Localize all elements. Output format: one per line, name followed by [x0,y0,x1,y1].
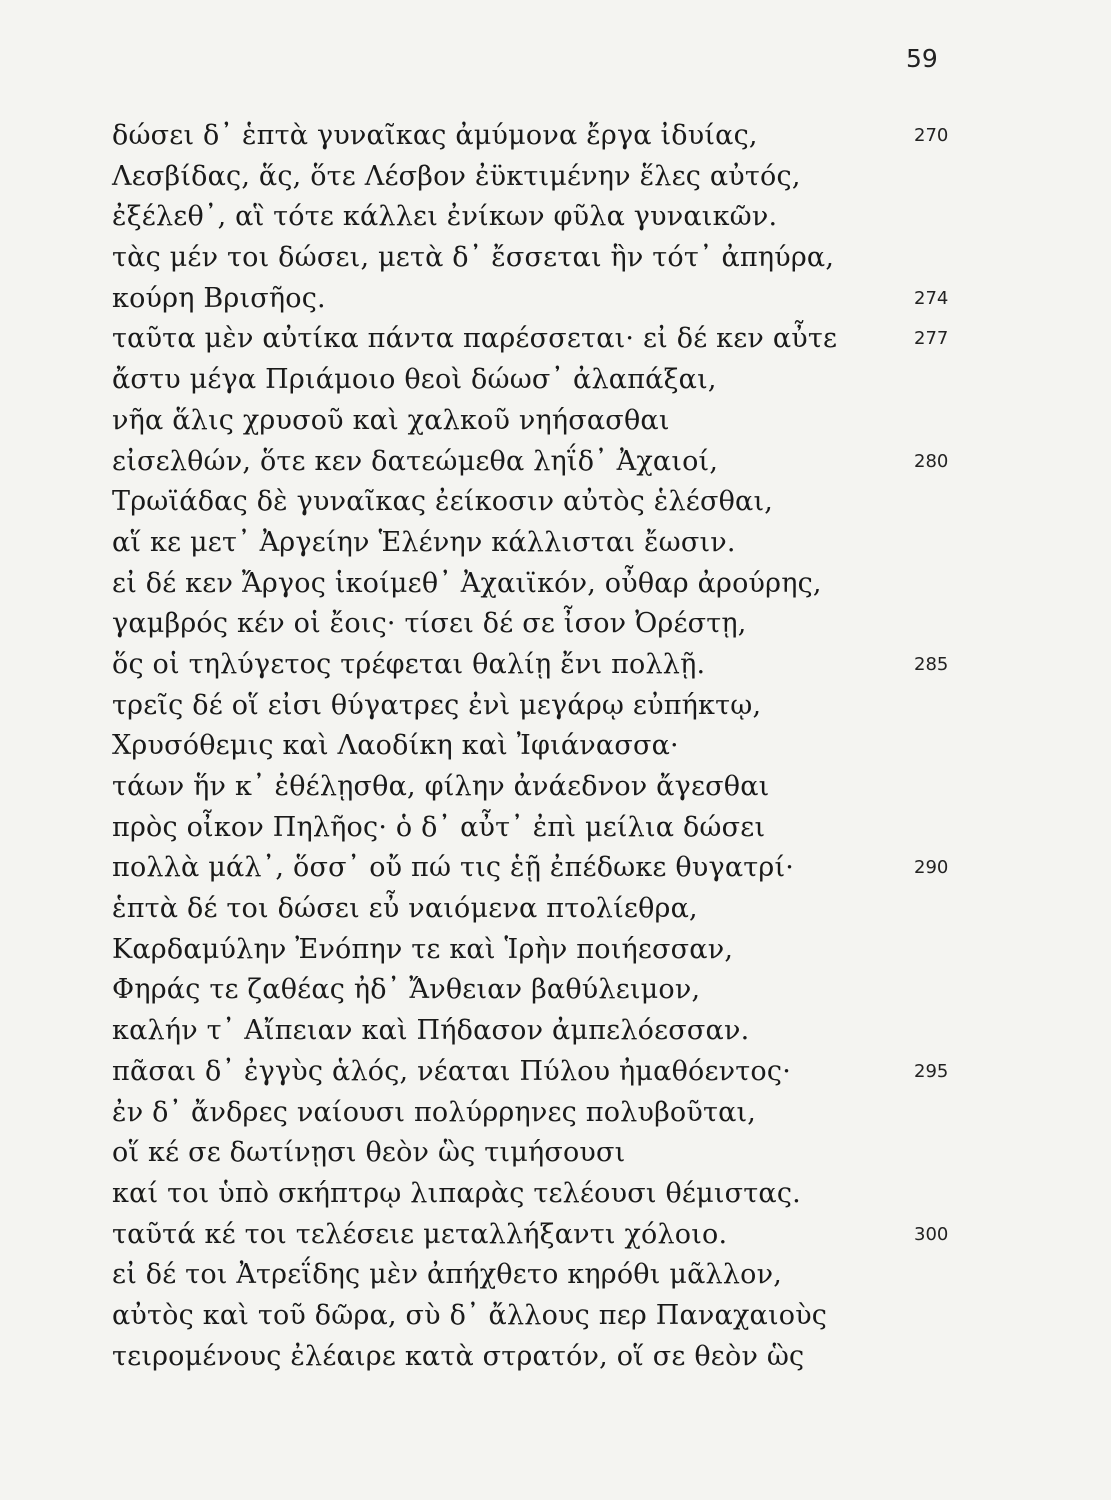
verse-line [112,564,962,605]
verse-text: νῆα ἅλις χρυσοῦ καὶ χαλκοῦ νηήσασθαι [112,404,670,436]
line-number: 285 [914,653,949,675]
verse-text: πολλὰ μάλ᾽, ὅσσ᾽ οὔ πώ τις ἑῇ ἐπέδωκε θυγατρί· [112,852,795,884]
verse-text: Χρυσόθεμις καὶ Λαοδίκη καὶ Ἰφιάνασσα· [112,730,679,762]
verse-text: ἄστυ μέγα Πριάμοιο θεοὶ δώωσ᾽ ἀλαπάξαι, [112,364,717,396]
verse-text: Φηράς τε ζαθέας ἠδ᾽ Ἄνθειαν βαθύλειμον, [112,974,701,1006]
verse-text: ταῦτα μὲν αὐτίκα πάντα παρέσσεται· εἰ δέ κεν αὖτε [112,323,838,355]
verse-line [112,1093,962,1134]
line-number: 300 [914,1223,949,1245]
verse-line [112,1337,962,1378]
verse-line [112,1174,962,1215]
verse-text: Καρδαμύλην Ἐνόπην τε καὶ Ἱρὴν ποιήεσσαν, [112,933,734,965]
line-number: 280 [914,450,949,472]
verse-text: γαμβρός κέν οἱ ἔοις· τίσει δέ σε ἶσον Ὀρέστῃ, [112,608,747,640]
verse-text: αἵ κε μετ᾽ Ἀργείην Ἑλένην κάλλισται ἔωσιν. [112,526,736,558]
verse-line [112,401,962,442]
page-number: 59 [906,44,938,73]
verse-text: τρεῖς δέ οἵ εἰσι θύγατρες ἐνὶ μεγάρῳ εὐπήκτῳ, [112,689,762,721]
verse-line [112,889,962,930]
line-number: 277 [914,328,949,350]
verse-line [112,848,962,889]
verse-line [112,1255,962,1296]
verse-line [112,930,962,971]
verse-text: τειρομένους ἐλέαιρε κατὰ στρατόν, οἵ σε θεὸν ὣς [112,1340,805,1372]
verse-text: τὰς μέν τοι δώσει, μετὰ δ᾽ ἔσσεται ἣν τότ᾽ ἀπηύρα, [112,242,835,274]
verse-line [112,279,962,320]
verse-line [112,1215,962,1256]
verse-text: Λεσβίδας, ἅς, ὅτε Λέσβον ἐϋκτιμένην ἕλες αὐτός, [112,160,801,192]
verse-line [112,482,962,523]
verse-text: ἐν δ᾽ ἄνδρες ναίουσι πολύρρηνες πολυβοῦται, [112,1096,757,1128]
verse-text: κούρη Βρισῆος. [112,282,326,314]
verse-line [112,238,962,279]
verse-line [112,604,962,645]
verse-line [112,1052,962,1093]
line-number: 295 [914,1060,949,1082]
verse-line [112,360,962,401]
verse-text: εἰ δέ κεν Ἄργος ἱκοίμεθ᾽ Ἀχαιϊκόν, οὖθαρ ἀρούρης, [112,567,822,599]
verse-text: πρὸς οἶκον Πηλῆος· ὁ δ᾽ αὖτ᾽ ἐπὶ μείλια δώσει [112,811,766,843]
verse-text: οἵ κέ σε δωτίνῃσι θεὸν ὣς τιμήσουσι [112,1137,626,1169]
verse-text: καλήν τ᾽ Αἴπειαν καὶ Πήδασον ἀμπελόεσσαν. [112,1015,750,1047]
verse-line [112,808,962,849]
verse-line [112,970,962,1011]
verse-line [112,1011,962,1052]
verse-line [112,1133,962,1174]
verse-line [112,442,962,483]
verse-text: καί τοι ὑπὸ σκήπτρῳ λιπαρὰς τελέουσι θέμιστας. [112,1177,801,1209]
verse-line [112,319,962,360]
verse-line [112,523,962,564]
verse-line [112,686,962,727]
verse-text: δώσει δ᾽ ἑπτὰ γυναῖκας ἀμύμονα ἔργα ἰδυίας, [112,120,758,151]
verse-text: αὐτὸς καὶ τοῦ δῶρα, σὺ δ᾽ ἄλλους περ Παναχαιοὺς [112,1299,828,1331]
verse-line [112,767,962,808]
verse-block [112,116,962,1377]
verse-text: ὅς οἱ τηλύγετος τρέφεται θαλίῃ ἔνι πολλῇ. [112,648,706,680]
verse-text: τάων ἥν κ᾽ ἐθέλῃσθα, φίλην ἀνάεδνον ἄγεσθαι [112,771,770,802]
verse-text: ἐξέλεθ᾽, αἳ τότε κάλλει ἐνίκων φῦλα γυναικῶν. [112,201,778,233]
verse-text: ἑπτὰ δέ τοι δώσει εὖ ναιόμενα πτολίεθρα, [112,893,698,925]
verse-line [112,116,962,157]
verse-text: Τρωϊάδας δὲ γυναῖκας ἐείκοσιν αὐτὸς ἑλέσθαι, [112,486,774,518]
verse-text: ταῦτά κέ τοι τελέσειε μεταλλήξαντι χόλοιο. [112,1218,728,1250]
verse-text: πᾶσαι δ᾽ ἐγγὺς ἁλός, νέαται Πύλου ἠμαθόεντος· [112,1055,791,1087]
verse-line [112,1296,962,1337]
verse-line [112,197,962,238]
verse-line [112,726,962,767]
verse-text: εἰ δέ τοι Ἀτρεΐδης μὲν ἀπήχθετο κηρόθι μᾶλλον, [112,1259,782,1291]
line-number: 270 [914,125,949,146]
verse-text: εἰσελθών, ὅτε κεν δατεώμεθα ληΐδ᾽ Ἀχαιοί, [112,445,719,477]
line-number: 274 [914,287,949,309]
verse-line [112,645,962,686]
verse-line [112,157,962,198]
line-number: 290 [914,857,949,879]
